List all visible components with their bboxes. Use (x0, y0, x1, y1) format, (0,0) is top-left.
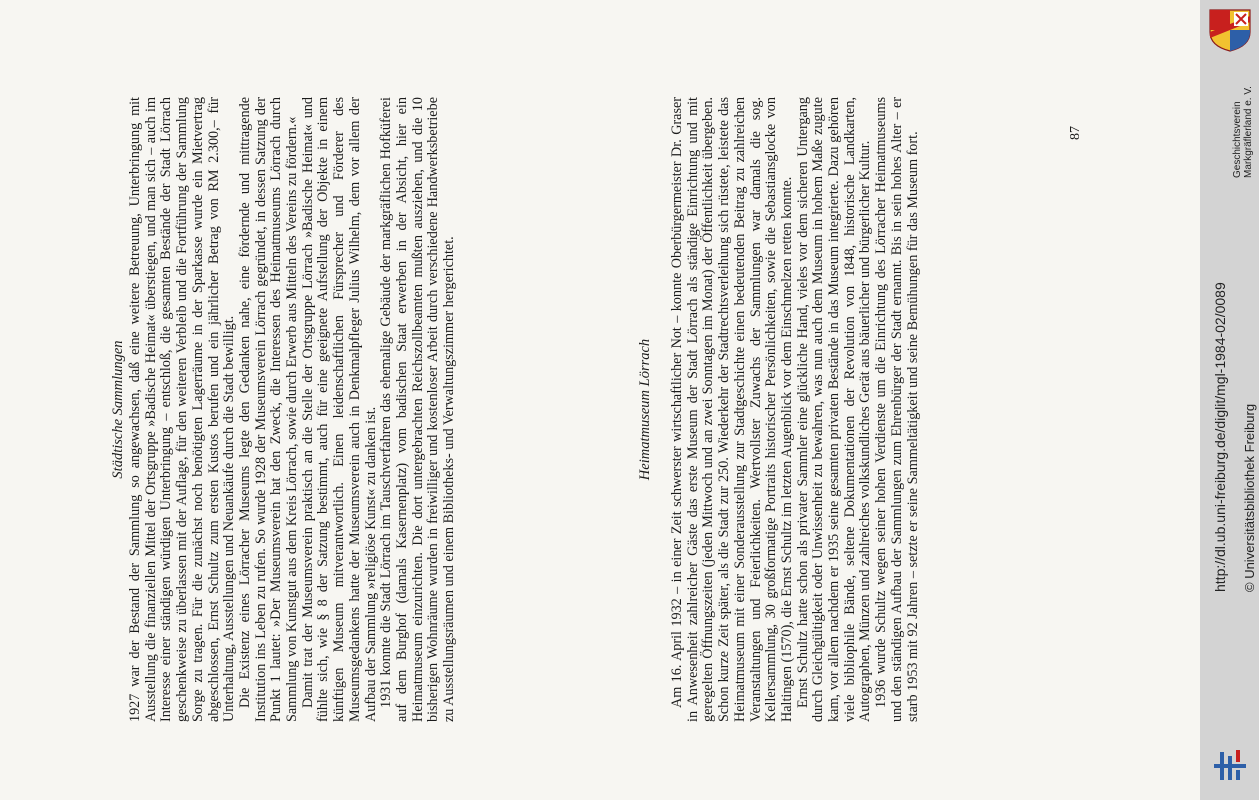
body-text-section-2 (670, 97, 921, 722)
running-head: Städtische Sammlungen (110, 340, 126, 479)
paragraph: 1927 war der Bestand der Sammlung so angewachsen, daß eine weitere Betreuung, Unterbringung mit Ausstellung die finanziellen Mittel der Ortsgruppe »Badische Heimat« überstiegen, und man sich – auch im Interesse einer ständigen würdigen Unterbringung – entschloß, die gesamten Bestände der Stadt Lörrach geschenkweise zu überlassen mit der Auflage, für den weiteren Verbleib und die Fortführung der Sammlung Sorge zu tragen. Für die zunächst noch benötigten Lagerräume in der Sparkasse wurde ein Mietvertrag abgeschlossen, Ernst Schultz zum ersten Kustos berufen und ein jährlicher Betrag von RM 2.300,– für Unterhaltung, Ausstellungen und Neuankäufe durch die Stadt bewilligt. (127, 97, 238, 722)
coat-of-arms-icon (1206, 8, 1254, 52)
paragraph: 1936 wurde Schultz wegen seiner hohen Verdienste um die Einrichtung des Lörracher Heimatmuseums und den ständigen Aufbau der Sammlungen zum Ehrenbürger der Stadt ernannt. Bis in sein hohes Alter – er starb 1953 mit 92 Jahren – setzte er seine Sammeltätigkeit und seine Bemühungen für das Museum fort. (873, 97, 921, 722)
body-text-section-1 (128, 97, 458, 722)
section-heading: Heimatmuseum Lörrach (637, 338, 653, 481)
paragraph: Am 16. April 1932 – in einer Zeit schwerster wirtschaftlicher Not – konnte Oberbürgermeister Dr. Graser in Anwesenheit zahlreicher Gäste das erste Museum der Stadt Lörrach als ständige Einrichtung und mit geregelten Öffnungszeiten (jeden Mittwoch und an zwei Sonntagen im Monat) der Öffentlichkeit übergeben. Schon kurze Zeit später, als die Stadt zur 250. Wiederkehr der Stadtrechtsverleihung sich rüstete, leistete das Heimatmuseum mit einer Sonderausstellung zur Stadtgeschichte einen bedeutenden Beitrag zu zahlreichen Veranstaltungen und Feierlichkeiten. Wertvollster Zuwachs der Sammlungen war damals die sog. Kellersammlung, 30 großformatige Portraits historischer Persönlichkeiten, sowie die Sebastiansglocke von Haltingen (1570), die Ernst Schultz im letzten Augenblick vor dem Einschmelzen retten konnte. (669, 97, 795, 722)
society-name-line-2: Markgräflerland e. V. (1243, 86, 1254, 178)
ub-freiburg-logo-icon (1206, 748, 1254, 784)
paragraph: 1931 konnte die Stadt Lörrach im Tauschverfahren das ehemalige Gebäude der markgräflichen Hofküferei auf dem Burghof (damals Kasernenplatz) vom badischen Staat erwerben in der Absicht, hier ein Heimatmuseum einzurichten. Die dort untergebrachten Reichszollbeamten mußten ausziehen, und die 10 bisherigen Wohnräume wurden in freiwilliger und kostenloser Arbeit durch verschiedene Handwerksbetriebe zu Ausstellungsräumen und einem Bibliotheks- und Verwaltungszimmer hergerichtet. (378, 97, 458, 722)
page-number: 87 (1068, 126, 1083, 140)
copyright-notice: © Universitätsbibliothek Freiburg (1242, 403, 1257, 592)
paragraph: Die Existenz eines Lörracher Museums legte den Gedanken nahe, eine fördernde und mittragende Institution ins Leben zu rufen. So wurde 1928 der Museumsverein Lörrach gegründet, in dessen Satzung der Punkt 1 lautet: »Der Museumsverein hat den Zweck, die Interessen des Heimatmuseums Lörrach durch Sammlung von Kunstgut aus dem Kreis Lörrach, sowie durch Erwerb aus Mitteln des Vereins zu fördern.« (236, 97, 301, 722)
paragraph: Damit trat der Museumsverein praktisch an die Stelle der Ortsgruppe Lörrach »Badische Heimat« und fühlte sich, wie § 8 der Satzung bestimmt, auch für eine geeignete Aufstellung der Objekte in einem künftigen Museum mitverantwortlich. Einen leidenschaftlichen Fürsprecher und Förderer des Museumsgedankens hatte der Museumsverein auch in Denkmalpfleger Julius Wilhelm, dem vor allem der Aufbau der Sammlung »religiöse Kunst« zu danken ist. (299, 97, 379, 722)
paragraph: Ernst Schultz hatte schon als privater Sammler eine glückliche Hand, vieles vor dem sicheren Untergang durch Gleichgültigkeit oder Unwissenheit zu bewahren, was nun auch dem Museum in hohem Maße zugute kam, vor allem nachdem er 1935 seine gesamten privaten Bestände in das Museum integrierte. Dazu gehören viele bibliophile Bände, seltene Dokumentationen der Revolution von 1848, historische Landkarten, Autographen, Münzen und zahlreiches volkskundliches Gerät aus bäuerlicher und bürgerlicher Kultur. (794, 97, 874, 722)
source-url-link[interactable]: http://dl.ub.uni-freiburg.de/diglit/mgl-1984-02/0089 (1212, 282, 1228, 592)
society-name-line-1: Geschichtsverein (1232, 101, 1243, 178)
